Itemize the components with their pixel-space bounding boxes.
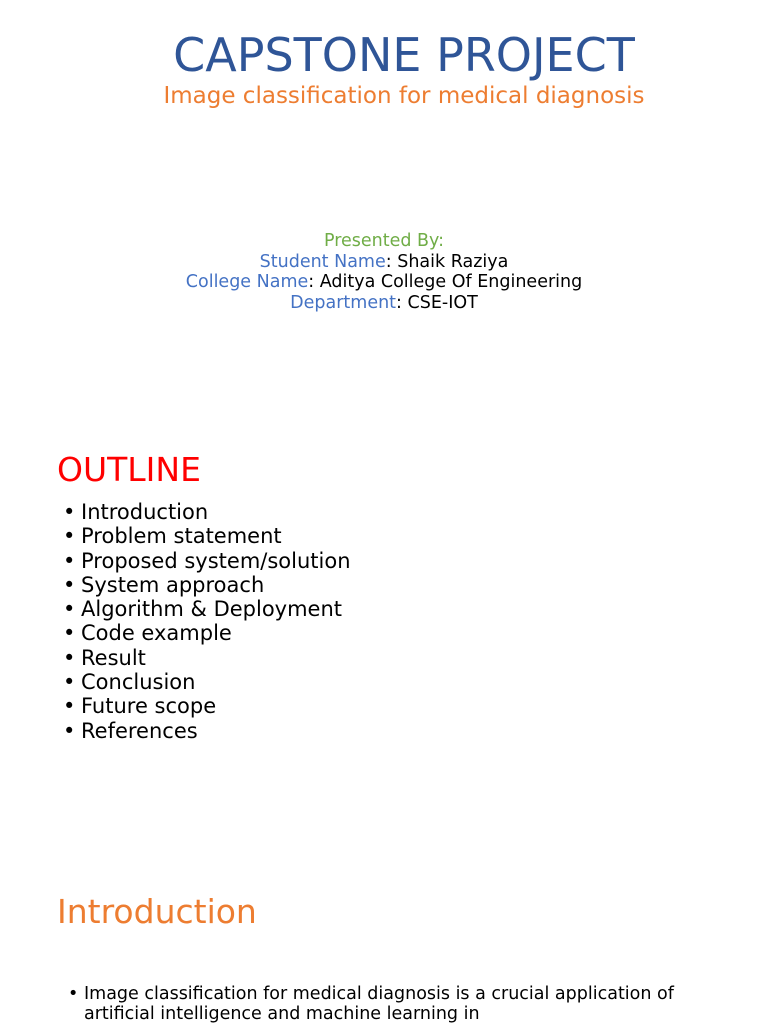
introduction-paragraph: Image classification for medical diagnosis is a crucial application of artificial intelligence and machine learning in (84, 984, 674, 1024)
college-name-value: : Aditya College Of Engineering (308, 272, 583, 293)
outline-item-future-scope: Future scope (81, 694, 217, 719)
slide-title: CAPSTONE PROJECT (173, 28, 635, 82)
list-item (63, 597, 351, 621)
outline-item-conclusion: Conclusion (81, 670, 196, 695)
department-value: : CSE-IOT (396, 293, 478, 314)
list-item (63, 719, 351, 743)
outline-item-problem-statement: Problem statement (81, 524, 282, 549)
bullet: • (63, 621, 76, 646)
outline-item-result: Result (81, 645, 146, 670)
outline-item-algorithm-deployment: Algorithm & Deployment (81, 597, 343, 622)
department-line (0, 293, 768, 314)
list-item (63, 646, 351, 670)
list-item (63, 621, 351, 645)
bullet: • (63, 597, 76, 622)
bullet: • (68, 984, 79, 1004)
bullet: • (63, 645, 76, 670)
list-item (63, 694, 351, 718)
department-label: Department (290, 293, 397, 314)
presenter-block (0, 231, 768, 314)
bullet: • (63, 524, 76, 549)
outline-item-system-approach: System approach (81, 572, 265, 597)
list-item (63, 670, 351, 694)
college-name-line (0, 272, 768, 293)
outline-heading: OUTLINE (57, 450, 201, 489)
slide-subtitle: Image classification for medical diagnosis (163, 83, 645, 109)
outline-list (63, 500, 351, 743)
outline-item-introduction: Introduction (81, 500, 209, 524)
bullet: • (63, 548, 76, 573)
student-name-label: Student Name (259, 251, 386, 272)
list-item (68, 984, 708, 1024)
student-name-line (0, 252, 768, 273)
list-item (63, 524, 351, 548)
bullet: • (63, 670, 76, 695)
outline-item-references: References (81, 718, 198, 743)
bullet: • (63, 500, 76, 524)
presented-by-label: Presented By: (323, 231, 445, 251)
outline-item-proposed-system: Proposed system/solution (81, 548, 351, 573)
bullet: • (63, 572, 76, 597)
college-name-label: College Name (185, 272, 309, 293)
bullet: • (63, 694, 76, 719)
list-item (63, 500, 351, 524)
student-name-value: : Shaik Raziya (385, 251, 509, 272)
list-item (63, 549, 351, 573)
introduction-heading: Introduction (57, 892, 257, 931)
outline-item-code-example: Code example (81, 621, 232, 646)
introduction-body (68, 984, 708, 1024)
list-item (63, 573, 351, 597)
bullet: • (63, 718, 76, 743)
